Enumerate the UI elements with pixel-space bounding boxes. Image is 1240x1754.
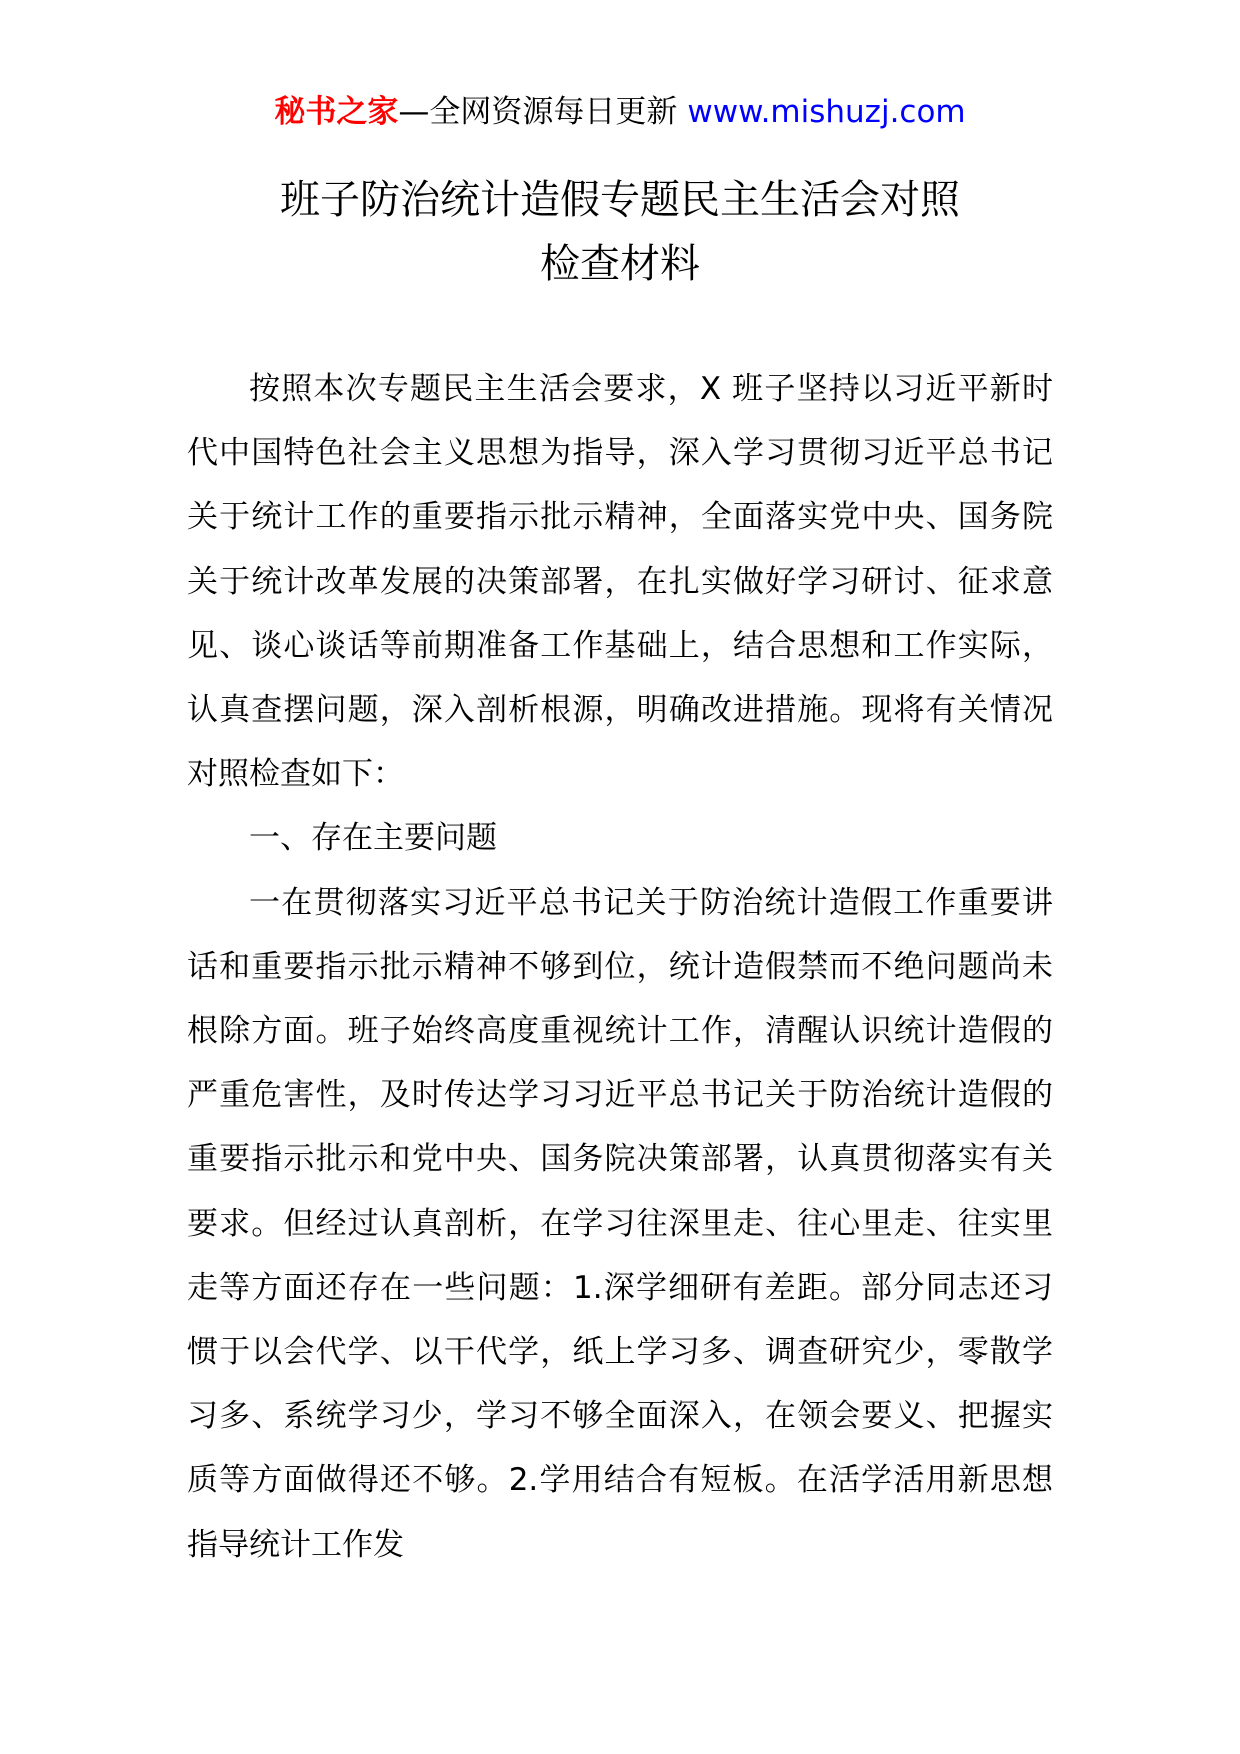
site-link[interactable]: www.mishuzj.com <box>687 94 966 130</box>
section-heading: 一、存在主要问题 <box>249 820 497 857</box>
intro-paragraph: 按照本次专题民主生活会要求，X 班子坚持以习近平新时代中国特色社会主义思想为指导，深入学习贯彻习近平总书记关于统计工作的重要指示批示精神，全面落实党中央、国务院关于统计改革发展的决策部署，在扎实做好学习研讨、征求意见、谈心谈话等前期准备工作基础上，结合思想和工作实际，认真查摆问题，深入剖析根源，明确改进措施。现将有关情况对照检查如下： <box>187 371 1053 793</box>
title-line-1: 班子防治统计造假专题民主生活会对照 <box>280 177 960 223</box>
body-paragraph: 一在贯彻落实习近平总书记关于防治统计造假工作重要讲话和重要指示批示精神不够到位，统计造假禁而不绝问题尚未根除方面。班子始终高度重视统计工作，清醒认识统计造假的严重危害性，及时传达学习习近平总书记关于防治统计造假的重要指示批示和党中央、国务院决策部署，认真贯彻落实有关要求。但经过认真剖析，在学习往深里走、往心里走、往实里走等方面还存在一些问题：1.深学细研有差距。部分同志还习惯于以会代学、以干代学，纸上学习多、调查研究少，零散学习多、系统学习少，学习不够全面深入，在领会要义、把握实质等方面做得还不够。2.学用结合有短板。在活学活用新思想指导统计工作发 <box>187 884 1053 1563</box>
header-tagline: —全网资源每日更新 <box>398 94 678 130</box>
brand-name: 秘书之家 <box>274 94 399 130</box>
site-header <box>0 92 1240 132</box>
document-title <box>0 168 1240 296</box>
title-line-2: 检查材料 <box>540 241 700 287</box>
document-body <box>187 357 1053 1577</box>
